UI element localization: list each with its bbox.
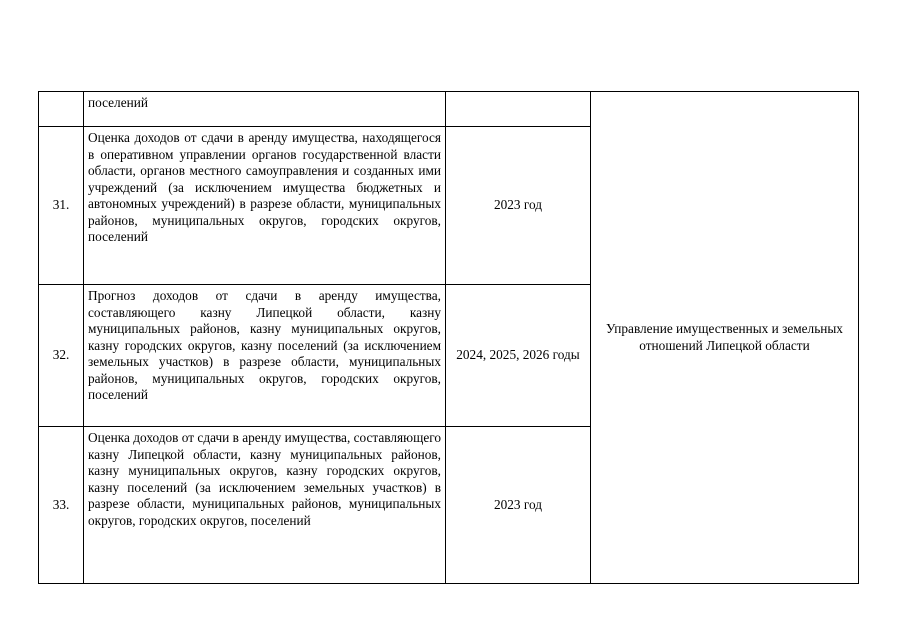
row-description-cell (84, 92, 446, 127)
document-table (38, 91, 859, 584)
row-period-cell (446, 92, 591, 127)
row-description-text: Оценка доходов от сдачи в аренду имущества, составляющего казну Липецкой области, казну муниципальных районов, казну муниципальных округов, казну городских округов, казну поселений (за исключением земельных участков) в разрезе области, муниципальных районов, муниципальных округов, городских округов, поселений (88, 430, 441, 528)
responsible-cell (591, 92, 859, 584)
row-description-cell (84, 427, 446, 584)
row-period-cell: 2023 год (446, 427, 591, 584)
row-description-text: Оценка доходов от сдачи в аренду имущества, находящегося в оперативном управлении органов государственной власти области, органов местного самоуправления и созданных ими учреждений (за исключением имущества бюджетных и автономных учреждений) в разрезе области, муниципальных районов, муниципальных округов, городских округов, поселений (88, 130, 441, 244)
row-number-cell: 31. (39, 127, 84, 285)
row-description-cell (84, 285, 446, 427)
row-number-cell (39, 92, 84, 127)
row-period-cell: 2024, 2025, 2026 годы (446, 285, 591, 427)
table-row (39, 92, 859, 127)
row-period-cell: 2023 год (446, 127, 591, 285)
row-number-cell: 33. (39, 427, 84, 584)
responsible-text: Управление имущественных и земельных отношений Липецкой области (606, 321, 843, 353)
row-number-cell: 32. (39, 285, 84, 427)
row-description-cell (84, 127, 446, 285)
row-description-text: Прогноз доходов от сдачи в аренду имущества, составляющего казну Липецкой области, казну муниципальных районов, казну муниципальных округов, казну городских округов, казну поселений (за исключением земельных участков) в разрезе области, муниципальных районов, муниципальных округов, городских округов, поселений (88, 288, 441, 402)
row-description-text: поселений (88, 95, 148, 110)
